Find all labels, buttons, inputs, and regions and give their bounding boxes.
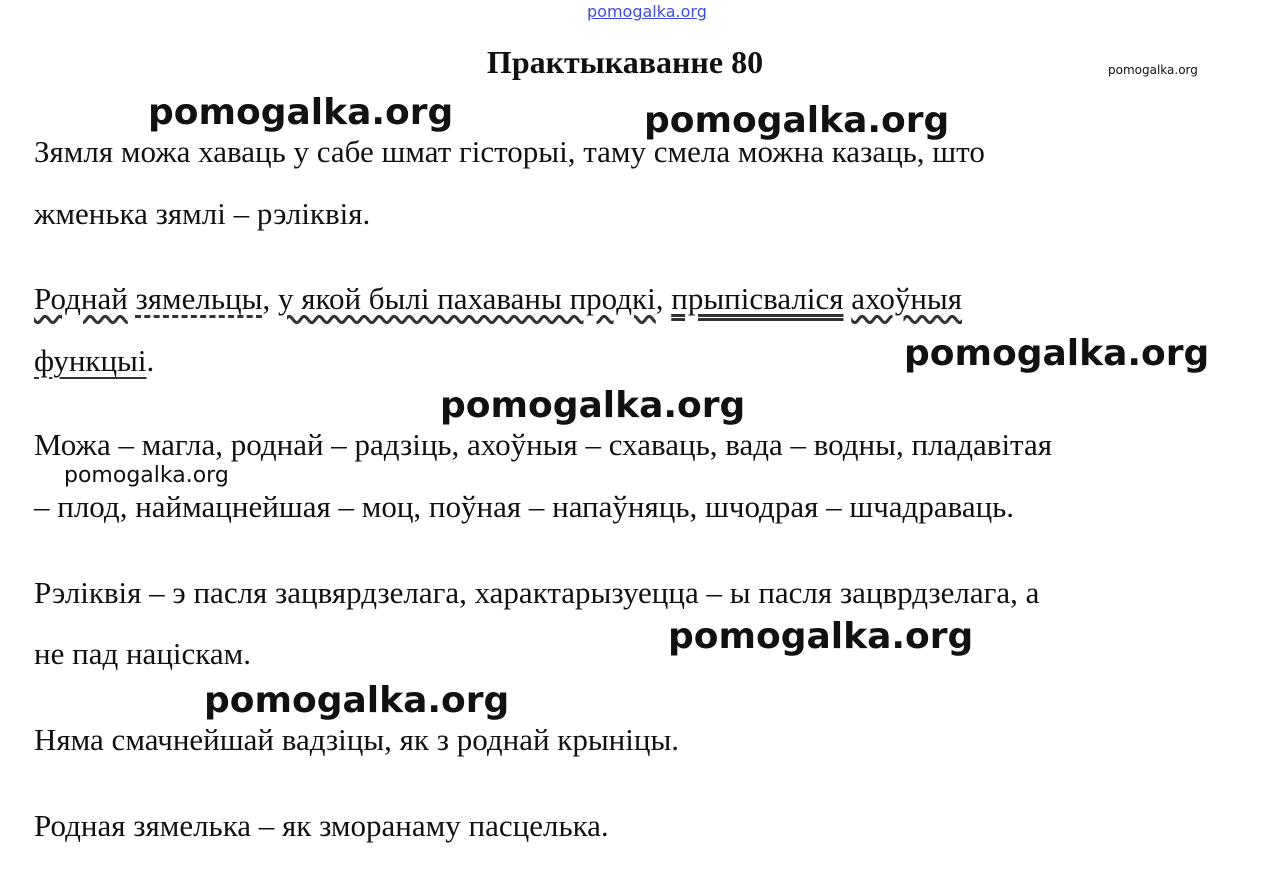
underlined-clause: у якой былі пахаваны продкі	[277, 281, 656, 316]
watermark: pomogalka.org	[64, 463, 229, 488]
watermark: pomogalka.org	[204, 680, 510, 721]
paragraph-2-line-1	[34, 281, 962, 317]
watermark: pomogalka.org	[644, 100, 950, 141]
punctuation: ,	[262, 281, 278, 316]
page-title: Практыкаванне 80	[486, 44, 764, 80]
underlined-subject-word: функцыі	[34, 343, 147, 378]
punctuation: .	[146, 343, 155, 378]
paragraph-4-line-2: не пад націскам.	[34, 636, 251, 671]
watermark: pomogalka.org	[148, 92, 454, 133]
paragraph-1-line-1: Зямля можа хаваць у сабе шмат гісторыі, таму смела можна казаць, што	[34, 134, 985, 169]
paragraph-2-line-2	[34, 343, 154, 379]
paragraph-3-line-2: – плод, наймацнейшая – моц, поўная – напаўняць, шчодрая – шчадраваць.	[34, 489, 1015, 524]
watermark: pomogalka.org	[440, 385, 746, 426]
watermark-corner: pomogalka.org	[1108, 63, 1198, 77]
paragraph-5: Няма смачнейшай вадзіцы, як з роднай крыніцы.	[34, 722, 680, 757]
watermark-top-link[interactable]: pomogalka.org	[587, 2, 707, 21]
watermark: pomogalka.org	[904, 333, 1210, 374]
paragraph-6: Родная зямелька – як зморанаму пасцелька.	[34, 808, 609, 843]
watermark: pomogalka.org	[668, 616, 974, 657]
underlined-attribute-word-2: ахоўныя	[851, 281, 962, 316]
paragraph-3-line-1: Можа – магла, роднай – радзіць, ахоўныя – схаваць, вада – водны, пладавітая	[34, 427, 1053, 462]
underlined-predicate-word: прыпісваліся	[671, 281, 844, 316]
underlined-attribute-word: Роднай	[34, 281, 128, 316]
underlined-object-word: зямельцы	[135, 281, 263, 316]
paragraph-4-line-1: Рэліквія – э пасля зацвярдзелага, характарызуецца – ы пасля зацврдзелага, а	[34, 575, 1040, 610]
punctuation: ,	[655, 281, 672, 316]
paragraph-1-line-2: жменька зямлі – рэліквія.	[34, 196, 371, 231]
